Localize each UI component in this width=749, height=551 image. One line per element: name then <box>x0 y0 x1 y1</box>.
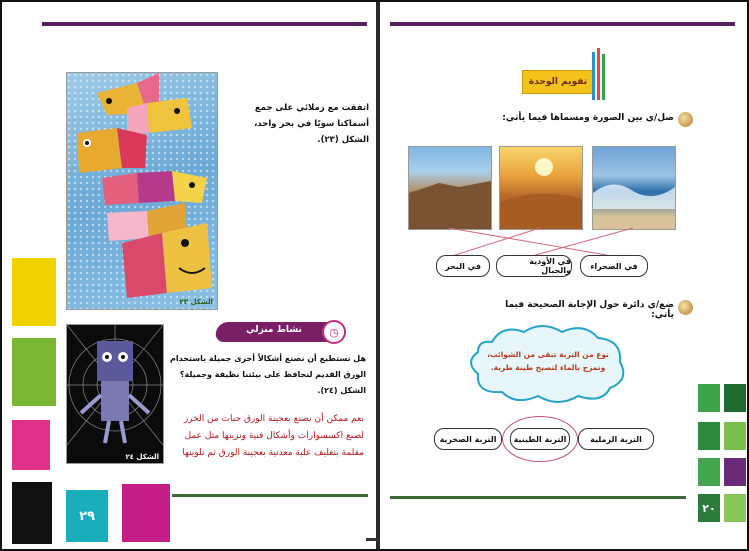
q2-option-sandy[interactable]: التربة الرملية <box>578 428 654 450</box>
decor-square-lightgreen <box>724 494 746 522</box>
image-valley-mountains[interactable] <box>408 146 492 230</box>
image-desert[interactable] <box>499 146 583 230</box>
q1-option-desert[interactable]: في الصحراء <box>580 255 648 277</box>
decor-square-green <box>698 458 720 486</box>
figure-23-fish-collage <box>66 72 218 310</box>
question-1-text: صل/ي بين الصورة ومسماها فيما يأتي: <box>502 113 674 123</box>
q1-option-sea[interactable]: في البحر <box>436 255 490 277</box>
decor-square-darkgreen <box>724 384 746 412</box>
decor-square-yellow <box>12 258 56 326</box>
question-2-text: ضع/ي دائرة حول الإجابة الصحيحة فيما يأتي: <box>505 300 674 320</box>
page-number-right: ٢٠ <box>698 494 720 522</box>
decor-square-magenta <box>122 484 170 542</box>
figure-24-caption: الشكل ٢٤ <box>125 453 159 461</box>
decor-square-lightgreen <box>724 422 746 450</box>
q1-option-valleys[interactable]: في الأودية والجبال <box>496 255 572 277</box>
left-page <box>2 2 376 549</box>
handwritten-answer: نعم ممكن أن نصنع بعجينة الورق حبات من الخرز لصنع اكسسوارات وأشكال فنية ونزينها مثل عمل مقلمة بتغليف علبة معدنية بعجينة الورق ثم تلوينها <box>182 414 364 458</box>
decor-square-green <box>698 422 720 450</box>
bottom-divider <box>172 494 368 497</box>
decor-square-pink <box>12 420 50 470</box>
section-title: تقويم الوحدة <box>522 70 594 94</box>
decor-square-green <box>12 338 56 406</box>
paint-brushes-icon <box>590 46 608 102</box>
top-divider <box>42 22 367 26</box>
activity-label: نشاط منزلي <box>246 325 302 335</box>
question-1-bullet <box>678 112 693 127</box>
figure-24-paper-craft <box>66 324 164 464</box>
right-page <box>380 2 747 549</box>
activity-text: هل نستطيع أن نصنع أشكالاً أخرى جميلة باستخدام الورق القديم لنحافظ على بيئتنا نظيفة وجميلة؟ الشكل (٢٤). <box>170 354 366 395</box>
image-sea[interactable] <box>592 146 676 230</box>
cloud-text: نوع من التربة تنقى من الشوائب، وتمزج بالماء لتصبح طينة طرية. <box>487 350 609 372</box>
decor-square-black <box>12 482 52 544</box>
answer-circle <box>502 416 578 462</box>
bottom-divider <box>390 496 686 499</box>
figure-23-caption: الشكل ٢٣ <box>179 298 213 306</box>
intro-text: اتفقت مع زملائي على جمع أسماكنا سويًا في بحر واحد، الشكل (٢٣). <box>254 103 369 145</box>
page-number-left: ٢٩ <box>66 490 108 542</box>
q2-option-clay[interactable]: التربة الطينية <box>510 428 570 450</box>
decor-square-purple <box>724 458 746 486</box>
decor-square-green <box>698 384 720 412</box>
clock-icon: ◷ <box>322 320 346 344</box>
q2-option-rocky[interactable]: التربة الصخرية <box>434 428 502 450</box>
question-2-bullet <box>678 300 693 315</box>
top-divider <box>390 22 735 26</box>
